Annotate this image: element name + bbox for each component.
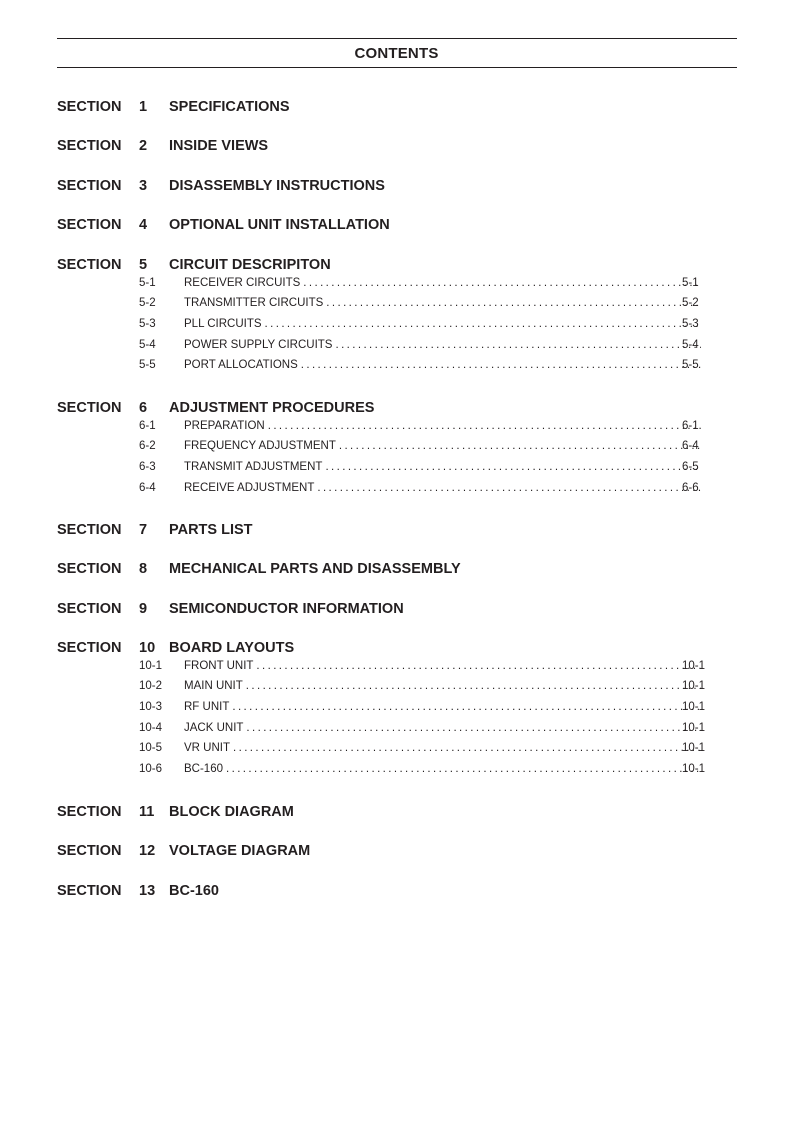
toc-section-13: [57, 881, 737, 901]
toc-subsection-10-6[interactable]: [57, 759, 737, 780]
section-title: BOARD LAYOUTS: [169, 640, 295, 656]
subsection-title-with-leader: [184, 738, 701, 759]
subsection-page-number: 10-1: [682, 762, 706, 775]
dot-leader: [326, 293, 701, 314]
section-word: SECTION: [57, 843, 122, 859]
subsection-number: 5-5: [139, 359, 156, 372]
dot-leader: [256, 656, 701, 677]
subsection-number: 6-4: [139, 481, 156, 494]
subsection-number: 5-4: [139, 338, 156, 351]
subsection-list: [57, 416, 737, 499]
subsection-page-number: 5-5: [682, 359, 699, 372]
toc-subsection-6-3[interactable]: [57, 457, 737, 478]
section-title: SPECIFICATIONS: [169, 99, 290, 115]
section-word: SECTION: [57, 640, 122, 656]
toc-subsection-5-2[interactable]: [57, 293, 737, 314]
toc-section-3: [57, 176, 737, 196]
subsection-page-number: 10-1: [682, 742, 706, 755]
subsection-page-number: 10-1: [682, 721, 706, 734]
subsection-title: POWER SUPPLY CIRCUITS: [184, 338, 333, 351]
subsection-title: RECEIVE ADJUSTMENT: [184, 481, 315, 494]
subsection-page-number: 6-6: [682, 481, 699, 494]
subsection-title: RF UNIT: [184, 700, 230, 713]
section-word: SECTION: [57, 601, 122, 617]
subsection-title: TRANSMIT ADJUSTMENT: [184, 460, 323, 473]
section-title: ADJUSTMENT PROCEDURES: [169, 400, 375, 416]
toc-section-2: [57, 136, 737, 156]
section-number: 4: [139, 217, 148, 233]
section-word: SECTION: [57, 257, 122, 273]
toc-section-heading[interactable]: [57, 520, 737, 540]
dot-leader: [303, 273, 701, 294]
toc-section-12: [57, 841, 737, 861]
toc-subsection-10-3[interactable]: [57, 697, 737, 718]
dot-leader: [335, 335, 701, 356]
toc-section-1: [57, 97, 737, 117]
dot-leader: [325, 457, 701, 478]
subsection-title: FRONT UNIT: [184, 659, 254, 672]
top-rule: [57, 38, 737, 39]
section-title: VOLTAGE DIAGRAM: [169, 843, 311, 859]
subsection-number: 10-6: [139, 762, 163, 775]
subsection-title-with-leader: [184, 718, 701, 739]
dot-leader: [232, 697, 701, 718]
subsection-page-number: 6-5: [682, 460, 699, 473]
subsection-title-with-leader: [184, 355, 701, 376]
dot-leader: [301, 355, 701, 376]
section-number: 10: [139, 640, 156, 656]
toc-section-heading[interactable]: [57, 841, 737, 861]
toc-section-heading[interactable]: [57, 176, 737, 196]
subsection-number: 6-3: [139, 460, 156, 473]
dot-leader: [268, 416, 701, 437]
subsection-title-with-leader: [184, 293, 701, 314]
subsection-page-number: 6-4: [682, 440, 699, 453]
subsection-title-with-leader: [184, 335, 701, 356]
page-title: CONTENTS: [354, 45, 439, 62]
subsection-number: 5-2: [139, 297, 156, 310]
toc-section-9: [57, 599, 737, 619]
section-word: SECTION: [57, 178, 122, 194]
subsection-title: VR UNIT: [184, 742, 230, 755]
section-number: 12: [139, 843, 156, 859]
subsection-title: MAIN UNIT: [184, 680, 243, 693]
dot-leader: [246, 676, 701, 697]
section-word: SECTION: [57, 138, 122, 154]
subsection-page-number: 5-1: [682, 276, 699, 289]
toc-subsection-10-5[interactable]: [57, 738, 737, 759]
toc-section-heading[interactable]: [57, 599, 737, 619]
subsection-title: PORT ALLOCATIONS: [184, 359, 298, 372]
subsection-number: 10-3: [139, 700, 163, 713]
toc-subsection-5-4[interactable]: [57, 335, 737, 356]
section-number: 11: [139, 804, 155, 820]
subsection-number: 5-1: [139, 276, 156, 289]
subsection-title: PREPARATION: [184, 419, 265, 432]
section-number: 7: [139, 522, 148, 538]
section-number: 3: [139, 178, 148, 194]
toc-section-5: [57, 255, 737, 376]
subsection-title-with-leader: [184, 273, 701, 294]
section-title: BC-160: [169, 883, 219, 899]
toc-section-10: [57, 638, 737, 780]
subsection-number: 10-5: [139, 742, 163, 755]
section-number: 2: [139, 138, 148, 154]
subsection-page-number: 10-1: [682, 700, 706, 713]
subsection-number: 10-1: [139, 659, 163, 672]
subsection-title: TRANSMITTER CIRCUITS: [184, 297, 324, 310]
section-word: SECTION: [57, 561, 122, 577]
subsection-list: [57, 273, 737, 376]
subsection-page-number: 6-1: [682, 419, 699, 432]
toc-section-heading[interactable]: [57, 136, 737, 156]
subsection-page-number: 10-1: [682, 680, 706, 693]
section-title: INSIDE VIEWS: [169, 138, 269, 154]
dot-leader: [233, 738, 701, 759]
subsection-title: JACK UNIT: [184, 721, 244, 734]
subsection-number: 10-4: [139, 721, 163, 734]
subsection-title-with-leader: [184, 759, 701, 780]
subsection-title: RECEIVER CIRCUITS: [184, 276, 301, 289]
section-title: DISASSEMBLY INSTRUCTIONS: [169, 178, 385, 194]
subsection-page-number: 10-1: [682, 659, 706, 672]
toc-subsection-10-1[interactable]: [57, 656, 737, 677]
section-word: SECTION: [57, 804, 122, 820]
toc-section-6: [57, 398, 737, 498]
subsection-page-number: 5-2: [682, 297, 699, 310]
subsection-title-with-leader: [184, 416, 701, 437]
section-title: MECHANICAL PARTS AND DISASSEMBLY: [169, 561, 461, 577]
section-title: BLOCK DIAGRAM: [169, 804, 294, 820]
section-word: SECTION: [57, 883, 122, 899]
toc-section-heading[interactable]: [57, 881, 737, 901]
dot-leader: [317, 478, 701, 499]
toc-section-4: [57, 215, 737, 235]
dot-leader: [339, 436, 701, 457]
subsection-title-with-leader: [184, 676, 701, 697]
section-number: 8: [139, 561, 148, 577]
subsection-list: [57, 656, 737, 780]
toc-subsection-10-2[interactable]: [57, 676, 737, 697]
subsection-title-with-leader: [184, 697, 701, 718]
toc-section-8: [57, 559, 737, 579]
toc-section-heading[interactable]: [57, 97, 737, 117]
section-number: 6: [139, 400, 148, 416]
toc-subsection-6-2[interactable]: [57, 436, 737, 457]
toc-section-heading[interactable]: [57, 215, 737, 235]
dot-leader: [226, 759, 701, 780]
section-number: 5: [139, 257, 148, 273]
subsection-number: 6-1: [139, 419, 156, 432]
dot-leader: [265, 314, 701, 335]
subsection-title: BC-160: [184, 762, 223, 775]
subsection-title-with-leader: [184, 656, 701, 677]
toc-section-7: [57, 520, 737, 540]
section-title: PARTS LIST: [169, 522, 253, 538]
subsection-number: 10-2: [139, 680, 163, 693]
section-number: 9: [139, 601, 148, 617]
subsection-title-with-leader: [184, 478, 701, 499]
subsection-title-with-leader: [184, 436, 701, 457]
toc-subsection-6-1[interactable]: [57, 416, 737, 437]
toc-subsection-5-1[interactable]: [57, 273, 737, 294]
subsection-title-with-leader: [184, 314, 701, 335]
subsection-title-with-leader: [184, 457, 701, 478]
toc-subsection-5-3[interactable]: [57, 314, 737, 335]
subsection-number: 6-2: [139, 440, 156, 453]
section-word: SECTION: [57, 99, 122, 115]
title-underline-rule: [57, 67, 737, 68]
section-number: 13: [139, 883, 156, 899]
subsection-page-number: 5-4: [682, 338, 699, 351]
subsection-page-number: 5-3: [682, 317, 699, 330]
toc-section-heading[interactable]: [57, 802, 737, 822]
subsection-title: PLL CIRCUITS: [184, 317, 262, 330]
toc-subsection-6-4[interactable]: [57, 478, 737, 499]
toc-subsection-10-4[interactable]: [57, 718, 737, 739]
section-title: OPTIONAL UNIT INSTALLATION: [169, 217, 390, 233]
subsection-title: FREQUENCY ADJUSTMENT: [184, 440, 336, 453]
section-word: SECTION: [57, 217, 122, 233]
section-word: SECTION: [57, 522, 122, 538]
section-title: CIRCUIT DESCRIPITON: [169, 257, 331, 273]
toc-subsection-5-5[interactable]: [57, 355, 737, 376]
subsection-number: 5-3: [139, 317, 156, 330]
dot-leader: [246, 718, 701, 739]
toc-section-heading[interactable]: [57, 559, 737, 579]
section-title: SEMICONDUCTOR INFORMATION: [169, 601, 404, 617]
toc-section-11: [57, 802, 737, 822]
section-number: 1: [139, 99, 148, 115]
section-word: SECTION: [57, 400, 122, 416]
